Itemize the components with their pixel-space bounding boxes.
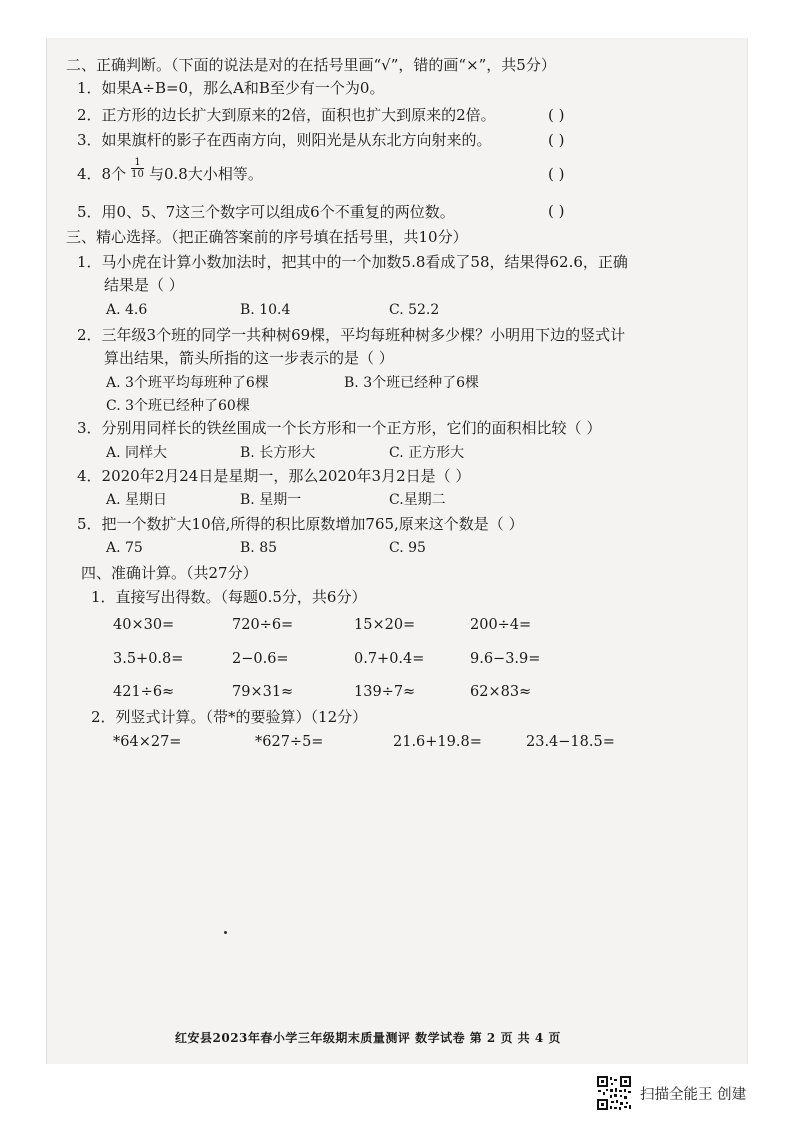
mental-calc-3: 15×20= bbox=[354, 617, 416, 633]
page-footer: 红安县2023年春小学三年级期末质量测评 数学试卷 第 2 页 共 4 页 bbox=[175, 1031, 561, 1045]
choice-q1-option-c[interactable]: C. 52.2 bbox=[389, 302, 440, 318]
choice-q1-line2: 结果是（ ） bbox=[104, 276, 184, 294]
choice-q4-option-b[interactable]: B. 星期一 bbox=[240, 492, 302, 508]
mental-calc-2: 720÷6= bbox=[232, 617, 294, 633]
choice-q5-option-a[interactable]: A. 75 bbox=[106, 540, 143, 556]
choice-q5-option-c[interactable]: C. 95 bbox=[389, 540, 426, 556]
section2-heading: 二、正确判断。（下面的说法是对的在括号里画“√”，错的画“×”，共5分） bbox=[66, 56, 556, 74]
choice-q4-option-c[interactable]: C.星期二 bbox=[389, 492, 446, 508]
scan-speck bbox=[224, 931, 227, 934]
vertical-calc-1: *64×27= bbox=[113, 734, 182, 750]
vertical-calc-4: 23.4−18.5= bbox=[526, 734, 615, 750]
judge-item-1: 1．如果A÷B=0，那么A和B至少有一个为0。 bbox=[77, 79, 385, 97]
mental-calc-5: 3.5+0.8= bbox=[113, 651, 184, 667]
judge-item-5: 5．用0、5、7这三个数字可以组成6个不重复的两位数。 bbox=[77, 203, 455, 221]
mental-calc-4: 200÷4= bbox=[470, 617, 532, 633]
judge-item-2: 2．正方形的边长扩大到原来的2倍，面积也扩大到原来的2倍。 bbox=[77, 106, 496, 124]
choice-q1-line1: 1．马小虎在计算小数加法时，把其中的一个加数5.8看成了58，结果得62.6，正确 bbox=[77, 253, 628, 271]
answer-blank-3[interactable]: ( ) bbox=[548, 131, 565, 149]
answer-blank-5[interactable]: ( ) bbox=[548, 202, 565, 220]
choice-q1-option-b[interactable]: B. 10.4 bbox=[240, 302, 291, 318]
vertical-calc-3: 21.6+19.8= bbox=[393, 734, 482, 750]
answer-blank-2[interactable]: ( ) bbox=[548, 106, 565, 124]
mental-calc-9: 421÷6≈ bbox=[113, 684, 175, 700]
choice-q1-option-a[interactable]: A. 4.6 bbox=[106, 302, 148, 318]
fraction-one-tenth bbox=[131, 157, 144, 180]
choice-q2-option-a[interactable]: A. 3个班平均每班种了6棵 bbox=[106, 375, 269, 391]
mental-calc-6: 2−0.6= bbox=[232, 651, 289, 667]
mental-calc-7: 0.7+0.4= bbox=[354, 651, 425, 667]
vertical-calc-2: *627÷5= bbox=[255, 734, 324, 750]
choice-q5-option-b[interactable]: B. 85 bbox=[240, 540, 278, 556]
judge-item-4-pre: 4．8个 bbox=[77, 165, 127, 183]
calc-sub1-heading: 1．直接写出得数。（每题0.5分，共6分） bbox=[91, 588, 367, 606]
mental-calc-10: 79×31≈ bbox=[232, 684, 294, 700]
choice-q4-option-a[interactable]: A. 星期日 bbox=[106, 492, 168, 508]
answer-blank-4[interactable]: ( ) bbox=[548, 165, 565, 183]
choice-q2-line1: 2．三年级3个班的同学一共种树69棵，平均每班种树多少棵？小明用下边的竖式计 bbox=[77, 326, 626, 344]
choice-q2-line2: 算出结果，箭头所指的这一步表示的是（ ） bbox=[104, 349, 394, 367]
mental-calc-12: 62×83≈ bbox=[470, 684, 532, 700]
choice-q3-option-b[interactable]: B. 长方形大 bbox=[240, 445, 316, 461]
choice-q3-option-c[interactable]: C. 正方形大 bbox=[389, 445, 465, 461]
choice-q4-line1: 4．2020年2月24日是星期一，那么2020年3月2日是（ ） bbox=[77, 467, 471, 485]
qr-code-icon bbox=[596, 1075, 632, 1111]
judge-item-3: 3．如果旗杆的影子在西南方向，则阳光是从东北方向射来的。 bbox=[77, 131, 492, 149]
choice-q3-option-a[interactable]: A. 同样大 bbox=[106, 445, 168, 461]
choice-q2-option-b[interactable]: B. 3个班已经种了6棵 bbox=[344, 375, 480, 391]
fraction-denominator: 10 bbox=[131, 169, 144, 180]
mental-calc-1: 40×30= bbox=[113, 617, 175, 633]
scanner-watermark-text: 扫描全能王 创建 bbox=[640, 1087, 747, 1103]
choice-q3-line1: 3．分别用同样长的铁丝围成一个长方形和一个正方形，它们的面积相比较（ ） bbox=[77, 419, 602, 437]
section3-heading: 三、精心选择。（把正确答案前的序号填在括号里，共10分） bbox=[66, 228, 468, 246]
judge-item-4-post: 与0.8大小相等。 bbox=[149, 165, 263, 183]
choice-q5-line1: 5．把一个数扩大10倍,所得的积比原数增加765,原来这个数是（ ） bbox=[77, 515, 524, 533]
calc-sub2-heading: 2．列竖式计算。（带*的要验算）（12分） bbox=[91, 708, 368, 726]
mental-calc-8: 9.6−3.9= bbox=[470, 651, 541, 667]
fraction-numerator: 1 bbox=[134, 157, 141, 168]
choice-q2-option-c[interactable]: C. 3个班已经种了60棵 bbox=[106, 398, 250, 414]
section4-heading: 四、准确计算。（共27分） bbox=[81, 564, 258, 582]
mental-calc-11: 139÷7≈ bbox=[354, 684, 416, 700]
